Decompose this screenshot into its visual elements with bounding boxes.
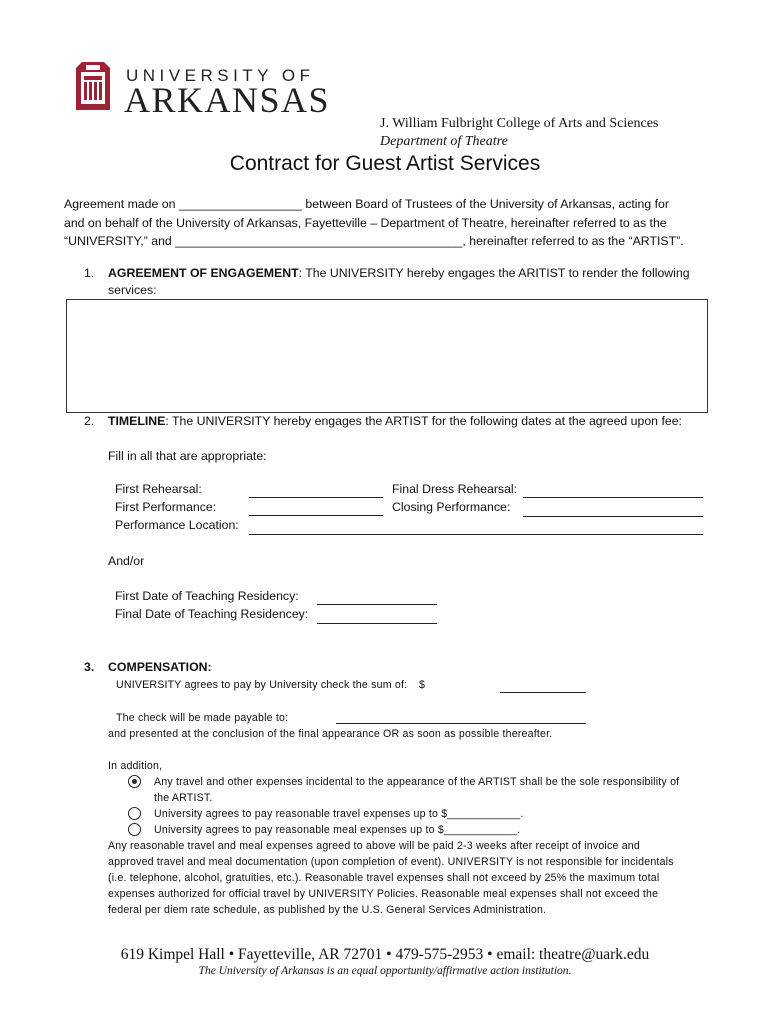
performance-location-field[interactable] — [249, 534, 703, 535]
reimbursement-paragraph — [108, 838, 728, 918]
section-2-heading: TIMELINE — [108, 414, 166, 428]
payable-to-label: The check will be made payable to: — [116, 712, 289, 724]
university-seal-logo — [72, 58, 114, 114]
intro-line-3: “UNIVERSITY,” and __________________________________________, hereinafter referred to as the “ARTIST”. — [64, 234, 684, 248]
section-3-heading: COMPENSATION: — [108, 660, 212, 674]
first-performance-label: First Performance: — [115, 500, 217, 514]
final-dress-field[interactable] — [523, 497, 703, 498]
page-title: Contract for Guest Artist Services — [229, 152, 541, 175]
intro-line-2: and on behalf of the University of Arkansas, Fayetteville – Department of Theatre, hereinafter referred to as the — [64, 215, 667, 230]
closing-performance-label: Closing Performance: — [392, 500, 511, 514]
intro-paragraph — [64, 195, 704, 251]
reimburse-line-1: Any reasonable travel and meal expenses agreed to above will be paid 2-3 weeks after receipt of invoice and — [108, 840, 640, 852]
department-name: Department of Theatre — [380, 134, 508, 149]
payable-to-field[interactable] — [336, 723, 586, 724]
section-2-body: : The UNIVERSITY hereby engages the ARTIST for the following dates at the agreed upon fee: — [165, 414, 682, 428]
option-1-line-2: the ARTIST. — [154, 792, 213, 804]
final-dress-label: Final Dress Rehearsal: — [392, 482, 518, 496]
presented-text: and presented at the conclusion of the final appearance OR as soon as possible thereafter. — [108, 728, 553, 740]
section-1-number: 1. — [84, 266, 95, 280]
first-rehearsal-field[interactable] — [249, 497, 383, 498]
logo-line-arkansas: ARKANSAS — [124, 80, 331, 120]
services-textbox[interactable] — [66, 299, 708, 413]
performance-location-label: Performance Location: — [115, 518, 239, 532]
expenses-artist-radio[interactable] — [128, 775, 141, 788]
section-1-body: : The UNIVERSITY hereby engages the ARITIST to render the following — [298, 266, 690, 280]
logo-line-university-of: UNIVERSITY OF — [126, 66, 315, 85]
reimburse-line-4: expenses authorized for official travel by UNIVERSITY Policies. Reasonable meal expenses shall not exceed the — [108, 888, 659, 900]
closing-performance-field[interactable] — [523, 516, 703, 517]
final-teaching-field[interactable] — [317, 623, 437, 624]
section-2-number: 2. — [84, 414, 95, 428]
footer-eeo-statement: The University of Arkansas is an equal opportunity/affirmative action institution. — [198, 965, 572, 977]
fill-note: Fill in all that are appropriate: — [108, 449, 267, 463]
dollar-sign: $ — [419, 679, 426, 691]
first-performance-field[interactable] — [249, 515, 383, 516]
section-1-services-label: services: — [108, 283, 157, 297]
first-teaching-field[interactable] — [317, 604, 437, 605]
travel-expenses-radio[interactable] — [128, 807, 141, 820]
pay-text: UNIVERSITY agrees to pay by University check the sum of: — [116, 679, 408, 691]
payment-amount-field[interactable] — [500, 692, 586, 693]
option-meal-expenses: University agrees to pay reasonable meal expenses up to $____________. — [154, 824, 521, 836]
section-2-text — [108, 413, 728, 430]
section-3-number: 3. — [84, 660, 95, 674]
reimburse-line-3: (i.e. telephone, alcohol, gratuities, etc.). Reasonable travel expenses shall not exceed by 25% the maximum total — [108, 872, 660, 884]
reimburse-line-5: federal per diem rate schedule, as published by the U.S. General Services Administration. — [108, 904, 547, 916]
final-teaching-label: Final Date of Teaching Residencey: — [115, 607, 309, 621]
option-travel-expenses: University agrees to pay reasonable travel expenses up to $____________. — [154, 808, 524, 820]
reimburse-line-2: approved travel and meal documentation (upon completion of event). UNIVERSITY is not responsible for incidentals — [108, 856, 674, 868]
section-1-text — [108, 265, 708, 299]
footer-address: 619 Kimpel Hall • Fayetteville, AR 72701 • 479-575-2953 • email: theatre@uark.edu — [120, 946, 650, 963]
option-artist-expenses — [154, 774, 714, 806]
section-1-heading: AGREEMENT OF ENGAGEMENT — [108, 266, 299, 280]
meal-expenses-radio[interactable] — [128, 823, 141, 836]
first-teaching-label: First Date of Teaching Residency: — [115, 589, 299, 603]
first-rehearsal-label: First Rehearsal: — [115, 482, 202, 496]
college-name: J. William Fulbright College of Arts and Sciences — [380, 116, 659, 131]
and-or-label: And/or — [108, 554, 145, 568]
option-1-line-1: Any travel and other expenses incidental to the appearance of the ARTIST shall be the sole responsibility of — [154, 776, 680, 788]
intro-line-1: Agreement made on __________________ between Board of Trustees of the University of Arkansas, acting for — [64, 197, 669, 211]
in-addition-label: In addition, — [108, 760, 163, 772]
